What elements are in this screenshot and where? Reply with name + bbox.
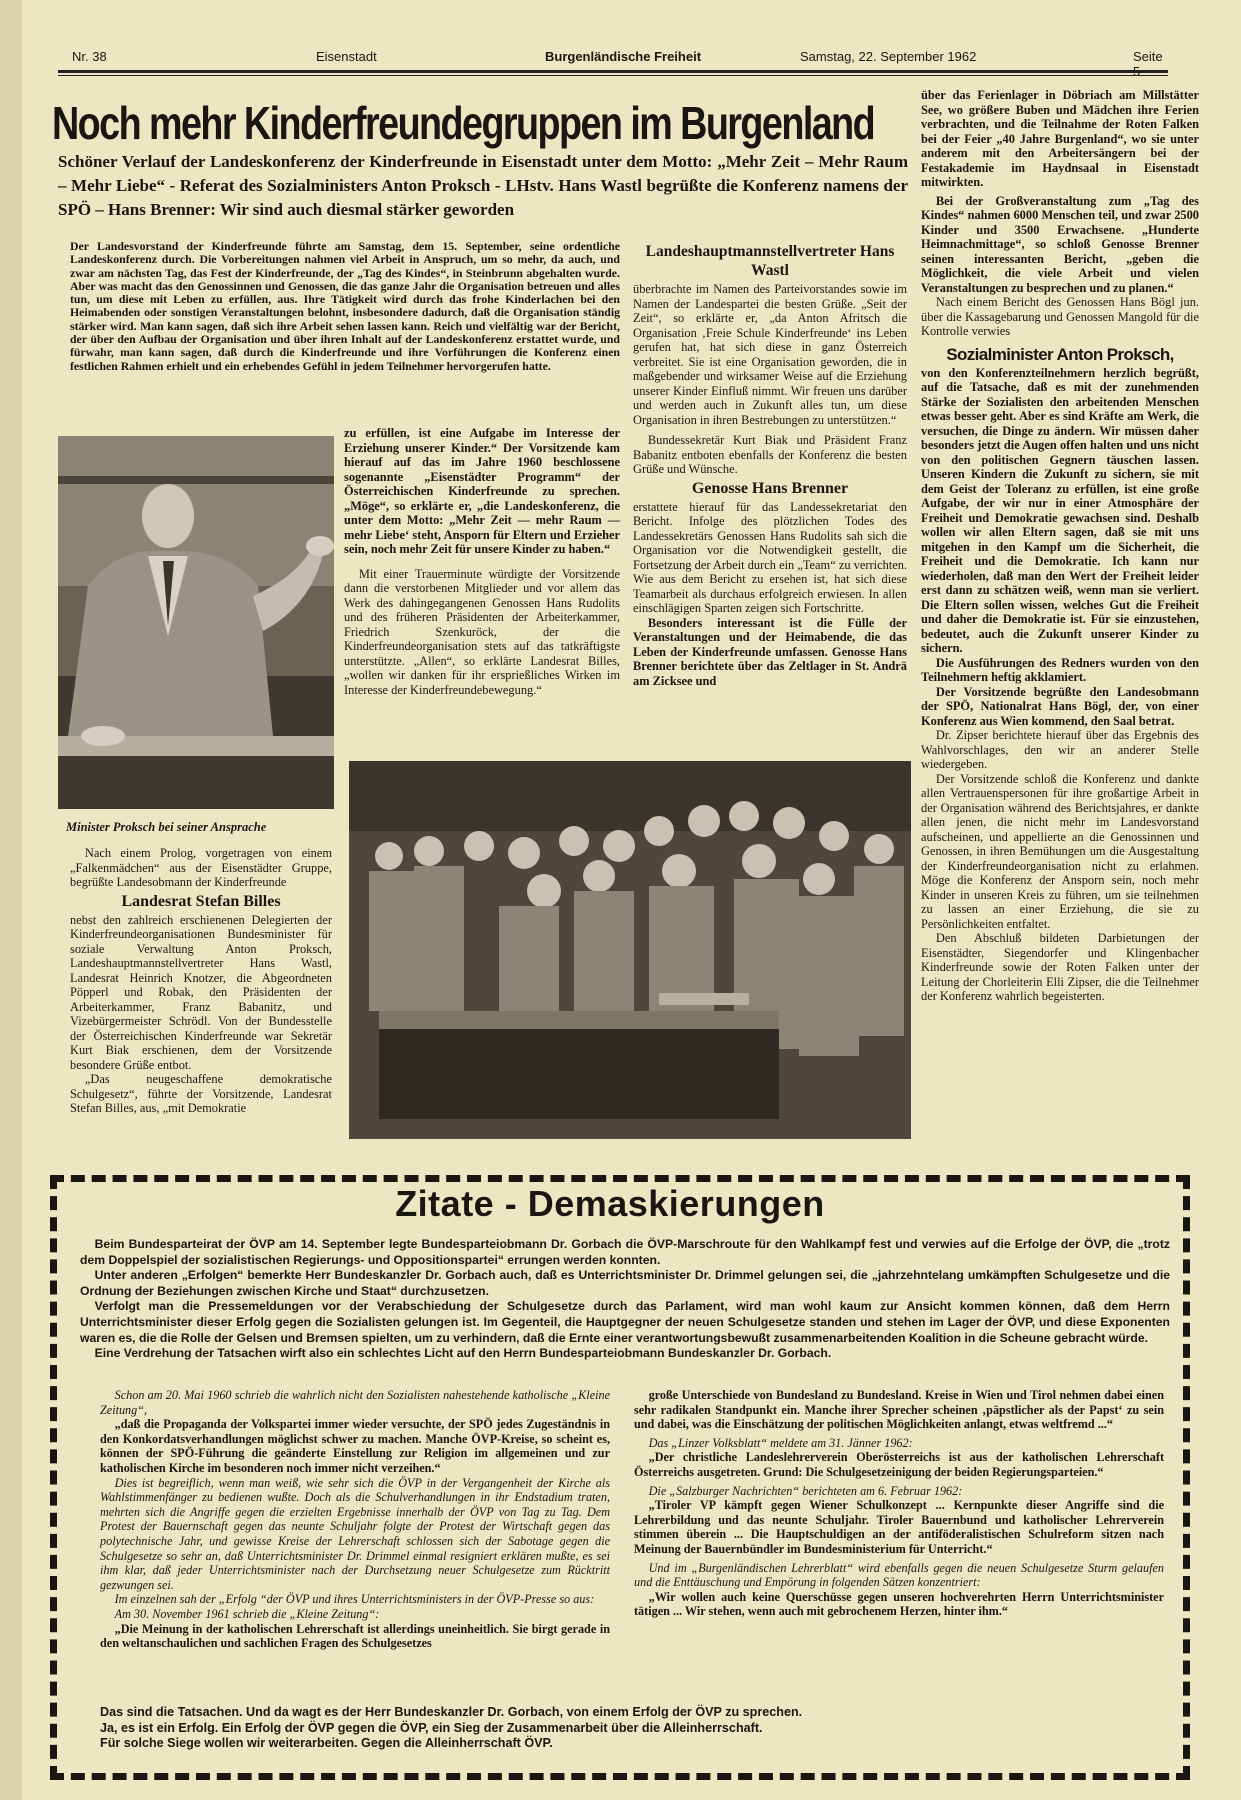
zitate-outro: [100, 1705, 1150, 1752]
zitate-intro-p3: Verfolgt man die Pressemeldungen vor der Verabschiedung der Schulgesetze durch das Parlament, wird man wohl kaum zur Ansicht kommen können, daß dem Herrn Unterrichtsminister dieser Erfolg gegen die Sozialisten gelungen ist. Im Gegenteil, die Hauptgegner der neuen Schulgesetze standen und stehen im Lager der ÖVP, und diese Exponenten waren es, die die Rolle der Gelsen und Bremsen spielten, um zu verhindern, daß die Ernte einer verantwortungsbewußt zusammenarbeitenden Koalition in die Scheune gebracht würde.: [80, 1299, 1170, 1345]
zitate-title: Zitate - Demaskierungen: [395, 1183, 825, 1224]
col4-p6: Der Vorsitzende begrüßte den Landesobmann der SPÖ, Nationalrat Hans Bögl, der, von einer Konferenz aus Wien kommend, den Saal betrat.: [921, 684, 1199, 728]
col3-p1: überbrachte im Namen des Parteivorstandes sowie im Namen der Landespartei die besten Grüße. „Seit der Zeit“, so erklärte er, „da Anton Afritsch die Organisation ‚Freie Schule Kinderfreunde‘ ins Leben gerufen hat, hat sich diese in ganz Österreich verbreitet. Sie ist eine Organisation geworden, die in maßgebender und wirksamer Weise auf die Erziehung unserer Kinder Einfluß nimmt. Wir freuen uns darüber und werden auch in Zukunft alles tun, um diese Organisation in ihren Bestrebungen zu unterstützen.“: [633, 282, 907, 427]
zitate-outro-p3: Für solche Siege wollen wir weiterarbeiten. Gegen die Alleinherrschaft ÖVP.: [100, 1736, 553, 1751]
col1-p1: Nach einem Prolog, vorgetragen von einem „Falkenmädchen“ aus der Eisenstädter Gruppe, begrüßte Landesobmann der Kinderfreunde: [70, 846, 332, 889]
col2-p1: zu erfüllen, ist eine Aufgabe im Interesse der Erziehung unserer Kinder.“ Der Vorsitzende kam hierauf auf das im Jahre 1960 beschlossene sogenannte „Eisenstädter Programm“ der Österreichischen Kinderfreunde zu sprechen. „Möge“, so erklärte er, „die Landeskonferenz, die unter dem Motto: „Mehr Zeit — mehr Raum — mehr Liebe‘ steht, Ansporn für Eltern und Erzieher sein, noch mehr Zeit für unsere Kinder zu haben.“: [344, 426, 620, 556]
page-number: Seite: [1133, 49, 1163, 64]
photo-children-choir-image: [349, 761, 911, 1139]
col4-heading-proksch: Sozialminister Anton Proksch,: [946, 344, 1174, 364]
zitate-right-q2: „Der christliche Landeslehrerverein Oberösterreichs ist aus der katholischen Lehrerschaft Österreichs ausgetreten. Grund: Die Schulgesetzeinigung der beiden Regierungsparteien.“: [634, 1450, 1164, 1479]
paper-name: Burgenländische Freiheit: [545, 49, 702, 64]
col3-p3: erstattete hierauf für das Landessekretariat den Bericht. Infolge des plötzlichen Todes des Landessekretärs Genossen Hans Rudolits sah sich die Organisation vor die Notwendigkeit gestellt, die Fortsetzung der Arbeit durch ein „Team“ zu verrichten. Wie aus dem Bericht zu ersehen ist, hat sich diese Teamarbeit als durchaus erfolgreich erwiesen. In allen einschlägigen Sparten zeigen sich Fortschritte.: [633, 499, 907, 615]
place: Eisenstadt: [316, 49, 377, 64]
col4-p8: Der Vorsitzende schloß die Konferenz und dankte allen Vertrauenspersonen für ihre großartige Arbeit in der Organisation während des Berichtsjahres, er dankte allen jenen, die nicht mehr im Landesvorstand aufscheinen, und appellierte an die Genossinnen und Genossen, in ihren Bemühungen um die Ausgestaltung der Kinderfreundeorganisation nicht zu erlahmen. Möge die Konferenz der Ansporn sein, noch mehr Kinder in unseren Kreis zu führen, um sie teilnehmen zu lassen an einer Erziehung, die sie zu Persönlichkeiten entfaltet.: [921, 771, 1199, 931]
col3-p2: Bundessekretär Kurt Biak und Präsident Franz Babanitz entboten ebenfalls der Konferenz die besten Grüße und Wünsche.: [633, 433, 907, 476]
photo1-caption: Minister Proksch bei seiner Ansprache: [66, 820, 267, 834]
col1-heading-billes: Landesrat Stefan Billes: [121, 892, 281, 910]
col4-p4: von den Konferenzteilnehmern herzlich begrüßt, auf die Tatsache, daß es mit der zunehmenden Stärke der Sozialisten den arbeitenden Menschen etwas besser geht. Aber es sind Kräfte am Werk, die versuchen, die Dinge zu ändern. Wir müssen daher besonders jetzt die Augen offen halten und uns nicht von den politischen Gegnern täuschen lassen. Unseren Kindern die Zukunft zu sichern, sie mit dem Geist der Toleranz zu erfüllen, ist eine große Aufgabe, der wir nur in einer Atmosphäre der Freiheit und Demokratie gewachsen sind. Deshalb wollen wir allen Eltern sagen, daß sie mit uns mitgehen in den Kampf um die Sicherheit, die Freiheit und die Demokratie. Ich kann nur wiederholen, daß man den Wert der Freiheit leider erst dann zu schätzen weiß, wenn man sie verliert. Die Eltern sollen wissen, welches Gut die Freiheit und daher die Demokratie ist. Für sie einzustehen, bedeutet, auch die Zukunft unserer Kinder zu sichern.: [921, 365, 1199, 655]
header-rule-thin: [58, 75, 1168, 76]
col4-p1: über das Ferienlager in Döbriach am Millstätter See, wo größere Buben und Mädchen ihre Ferien verbrachten, und die Teilnahme der Roten Falken bei der Feier „40 Jahre Burgenland“, wo sie unter anderem mit den Arbeitersängern bei der Festakademie im Haydnsaal in Eisenstadt mitwirkten.: [921, 88, 1199, 189]
zitate-intro-p1: Beim Bundesparteirat der ÖVP am 14. September legte Bundesparteiobmann Dr. Gorbach die ÖVP-Marschroute für den Wahlkampf fest und verwies auf die Erfolge der ÖVP, die „trotz dem Doppelspiel der sozialistischen Regierungs- und Oppositionspartei“ errungen werden konnten.: [80, 1237, 1170, 1267]
col4-p9: Den Abschluß bildeten Darbietungen der Eisenstädter, Siegendorfer und Klingenbacher Kinderfreunde sowie der Roten Falken unter der Leitung der Chorleiterin Elli Zipser, die die Teilnehmer der Konferenz wahrlich begeisterten.: [921, 931, 1199, 1003]
zitate-left-q2: Dies ist begreiflich, wenn man weiß, wie sehr sich die ÖVP in der Vergangenheit der Kirche als Wahlstimmenfänger zu bedienen wußte. Doch als die Schulverhandlungen in ihr Endstadium traten, mehrten sich die Angriffe gegen die erzielten Ergebnisse innerhalb der ÖVP von Tag zu Tag. Dem Protest der Bauernschaft gegen das neunte Schuljahr folgte der Protest der Wirtschaft gegen das polytechnische Jahr, und gewisse Kreise der Lehrerschaft schlossen sich der Sabotage gegen die Schulgesetze so sehr an, daß Unterrichtsminister Dr. Drimmel einmal resigniert erklären mußte, es sei ihm klar, daß jeder Unterrichtsminister nach der Durchsetzung neuer Schulgesetze zum Rücktritt gezwungen sei.: [100, 1475, 610, 1592]
col3-heading-wastl: Landeshauptmannstellvertreter Hans Wastl: [645, 243, 895, 279]
photo-minister-proksch-image: [58, 436, 334, 809]
issue-number: Nr. 38: [72, 49, 107, 64]
photo-minister-proksch: [58, 436, 334, 809]
column-3: [633, 240, 907, 688]
col4-p3: Nach einem Bericht des Genossen Hans Bögl jun. über die Kassagebarung und Genossen Mangold für die Kontrolle verwies: [921, 295, 1199, 338]
zitate-left-column: [100, 1388, 610, 1651]
zitate-left-q1-intro: Schon am 20. Mai 1960 schrieb die wahrlich nicht den Sozialisten nahestehende katholische „Kleine Zeitung“,: [100, 1388, 610, 1417]
header-rule: [58, 70, 1168, 73]
zitate-right-q4-intro: Und im „Burgenländischen Lehrerblatt“ wird ebenfalls gegen die neuen Schulgesetze Sturm gelaufen und die Enttäuschung und Empörung in folgenden Sätzen konzentriert:: [634, 1560, 1164, 1590]
zitate-left-q1: „daß die Propaganda der Volkspartei immer wieder versuchte, der SPÖ jedes Zugeständnis in den Konkordatsverhandlungen möglichst schwer zu machen. Manche ÖVP-Kreise, so scheint es, können der SPÖ-Führung die geänderte Einstellung zur Religion im allgemeinen und zur katholischen Kirche im besonderen noch immer nicht verzeihen.“: [100, 1417, 610, 1475]
zitate-right-q3-intro: Die „Salzburger Nachrichten“ berichteten am 6. Februar 1962:: [648, 1483, 963, 1498]
column-4: [921, 88, 1199, 1004]
zitate-left-q3: Im einzelnen sah der „Erfolg “der ÖVP und ihres Unterrichtsministers in der ÖVP-Presse so aus:: [114, 1592, 595, 1607]
zitate-right-column: [634, 1388, 1164, 1619]
zitate-intro-p4: Eine Verdrehung der Tatsachen wirft also ein schlechtes Licht auf den Herrn Bundesparteiobmann Bundeskanzler Dr. Gorbach.: [94, 1346, 832, 1361]
photo-children-choir: [349, 761, 911, 1139]
column-1: [70, 846, 332, 1116]
column-2: [344, 426, 620, 697]
zitate-right-q1: große Unterschiede von Bundesland zu Bundesland. Kreise in Wien und Tirol nehmen dabei einen sehr radikalen Standpunkt ein. Manche ihrer Sprecher scheinen ‚päpstlicher als der Papst‘ zu sein und dabei, was die Einschätzung der politischen Möglichkeiten anlangt, etwas weltfremd ...“: [634, 1388, 1164, 1432]
zitate-intro-p2: Unter anderen „Erfolgen“ bemerkte Herr Bundeskanzler Dr. Gorbach auch, daß es Unterrichtsminister Dr. Drimmel gelungen sei, die „jahrzehntelang umkämpften Schulgesetze und die Ordnung der Beziehungen zwischen Kirche und Staat“ durchzusetzen.: [80, 1268, 1170, 1298]
lead-text: Der Landesvorstand der Kinderfreunde führte am Samstag, dem 15. September, seine ordentliche Landeskonferenz durch. Die Vorbereitungen nahmen viel Arbeit in Anspruch, um so mehr, da auch, und zwar am nächsten Tag, das Fest der Kinderfreunde, der „Tag des Kindes“, in Steinbrunn abgehalten wurde. Aber was macht das den Genossinnen und Genossen, die das ganze Jahr die Organisation betreuen und alles tun, um diese mit Leben zu erfüllen, aus. Ihre Tätigkeit wird durch das frohe Kinderlachen bei den Heimabenden oder sonstigen Veranstaltungen belohnt, insbesondere dadurch, daß die Organisation ständig stärker wird. Man kann sagen, daß sich ihre Arbeit sehen lassen kann. Reich und vielfältig war der Bericht, der über den Aufbau der Organisation und über ihren Inhalt auf der Landeskonferenz erstattet wurde, und fürwahr, man kann sagen, daß durch die Kinderfreunde und ihre Vorführungen die Konferenz einen festlichen Rahmen erhielt und ein erhebendes Gefühl in jedem Teilnehmer hervorgerufen hatte.: [70, 239, 620, 373]
col2-p2: Mit einer Trauerminute würdigte der Vorsitzende dann die verstorbenen Mitglieder und vor allem das Werk des dahingegangenen Genossen Hans Rudolits und des früheren Präsidenten der Arbeiterkammer, Friedrich Szenkuröck, der die Kinderfreundeorganisation stets auf das tatkräftigste unterstützte. „Allen“, so erklärte Landesrat Billes, „wollen wir danken für ihr ersprießliches Wirken im Interesse der Kinderfreundebewegung.“: [344, 566, 620, 697]
subheadline: Schöner Verlauf der Landeskonferenz der Kinderfreunde in Eisenstadt unter dem Motto: „Mehr Zeit – Mehr Raum – Mehr Liebe“ - Referat des Sozialministers Anton Proksch - LHstv. Hans Wastl begrüßte die Konferenz namens der SPÖ – Hans Brenner: Wir sind auch diesmal stärker geworden: [58, 152, 908, 219]
zitate-outro-p2: Ja, es ist ein Erfolg. Ein Erfolg der ÖVP gegen die ÖVP, ein Sieg der Zusammenarbeit über die Alleinherrschaft.: [100, 1720, 763, 1735]
col3-heading-brenner: Genosse Hans Brenner: [691, 479, 849, 497]
col4-p7: Dr. Zipser berichtete hierauf über das Ergebnis des Wahlvorschlages, den wir an anderer Stelle wiedergeben.: [921, 728, 1199, 771]
zitate-right-q4: „Wir wollen auch keine Querschüsse gegen unseren hochverehrten Herrn Unterrichtsminister tätigen ... Wir stehen, wenn auch mit gebrochenem Herzen, hinter ihm.“: [634, 1589, 1164, 1619]
page-header: [58, 44, 1166, 66]
col3-p4: Besonders interessant ist die Fülle der Veranstaltungen und der Heimabende, die das Leben der Kinderfreunde umfassen. Genosse Hans Brenner berichtete über das Zeltlager in St. Andrä am Zicksee und: [633, 615, 907, 688]
zitate-left-q4-intro: Am 30. November 1961 schrieb die „Kleine Zeitung“:: [114, 1606, 380, 1621]
col1-p3: „Das neugeschaffene demokratische Schulgesetz“, führte der Vorsitzende, Landesrat Stefan Billes, aus, „mit Demokratie: [70, 1072, 332, 1115]
zitate-right-q3: „Tiroler VP kämpft gegen Wiener Schulkonzept ... Kernpunkte dieser Angriffe sind die Lehrerbildung und das neunte Schuljahr. Tiroler Bauernbund und katholischer Lehrerverein stimmen überein ... Die Hauptschuldigen an der antiföderalistischen Schulreform sitzen nach Meinung der Bauernbündler im Bundesministerium für Unterricht.“: [634, 1498, 1164, 1556]
col4-p2: Bei der Großveranstaltung zum „Tag des Kindes“ nahmen 6000 Menschen teil, und zwar 2500 Kinder und 3500 Erwachsene. „Hunderte Heimnachmittage“, so schloß Genosse Brenner seinen interessanten Bericht, „geben die Möglichkeit, die viele Arbeit und vielen Veranstaltungen zu besprechen und zu planen.“: [921, 193, 1199, 295]
issue-date: Samstag, 22. September 1962: [800, 49, 977, 64]
zitate-intro: [80, 1237, 1170, 1362]
headline: Noch mehr Kinderfreundegruppen im Burgenland: [52, 97, 875, 149]
zitate-outro-p1: Das sind die Tatsachen. Und da wagt es der Herr Bundeskanzler Dr. Gorbach, von einem Erfolg der ÖVP zu sprechen.: [100, 1705, 803, 1719]
zitate-right-q2-intro: Das „Linzer Volksblatt“ meldete am 31. Jänner 1962:: [648, 1435, 913, 1450]
page-edge: [0, 0, 22, 1800]
col1-p2: nebst den zahlreich erschienenen Delegierten der Kinderfreundeorganisationen Bundesminister für soziale Verwaltung Anton Proksch, Landeshauptmannstellvertreter Hans Wastl, Landesrat Heinrich Knotzer, die Abgeordneten Pöpperl und Robak, den Präsidenten der Arbeiterkammer, Franz Babanitz, und Vizebürgermeister Schrödl. Von der Bundesstelle der Österreichischen Kinderfreunde war Sekretär Kurt Biak erschienen, dem der Vorsitzende besondere Grüße entbot.: [70, 912, 332, 1072]
lead-paragraph: [70, 240, 620, 373]
col4-p5: Die Ausführungen des Redners wurden von den Teilnehmern heftig akklamiert.: [921, 655, 1199, 684]
zitate-left-q4: „Die Meinung in der katholischen Lehrerschaft ist allerdings uneinheitlich. Sie birgt gerade in den weltanschaulichen und sachlichen Fragen des Schulgesetzes: [100, 1621, 610, 1651]
